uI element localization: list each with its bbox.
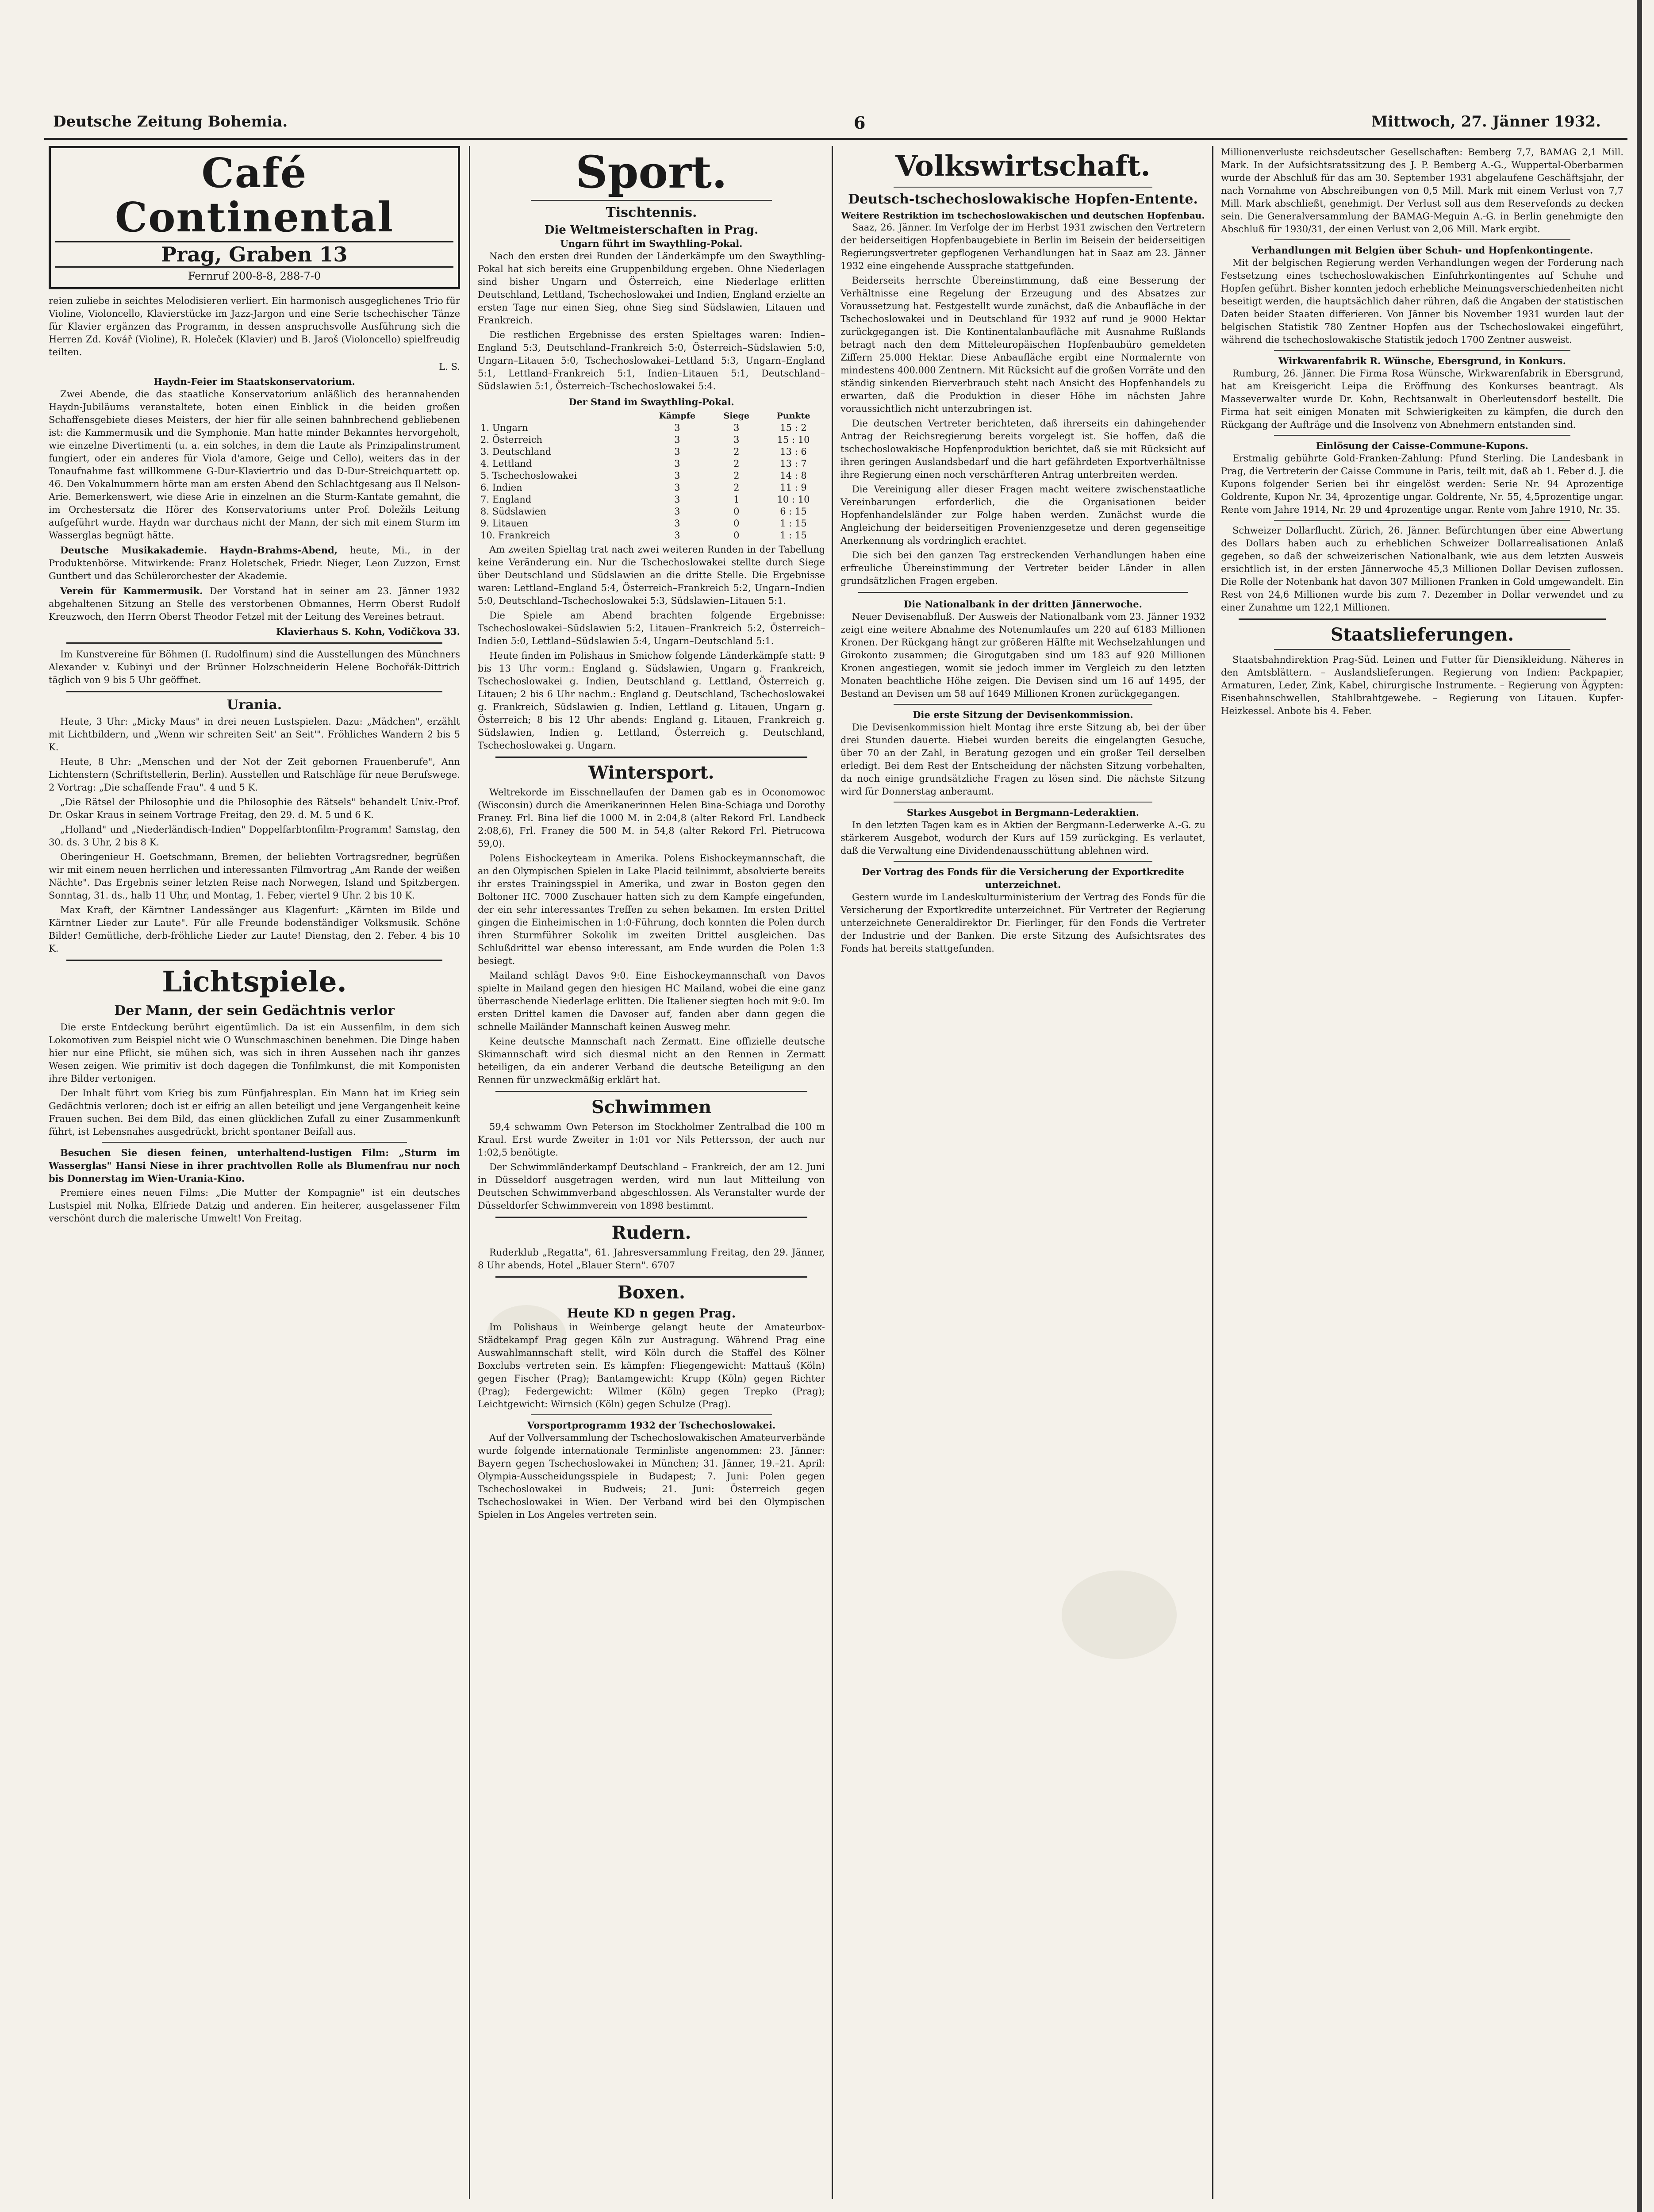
table-header-cell bbox=[478, 410, 643, 422]
table-cell: 6 : 15 bbox=[780, 506, 807, 517]
table-cell: 5. Tschechoslowakei bbox=[480, 470, 577, 481]
divider bbox=[495, 1091, 807, 1092]
table-cell: 6. Indien bbox=[480, 482, 522, 493]
divider bbox=[1239, 618, 1606, 620]
table-cell: 1 : 15 bbox=[780, 518, 807, 529]
cafe-continental-ad bbox=[49, 146, 460, 289]
table-cell: 2. Österreich bbox=[480, 434, 543, 445]
article-text: Die deutschen Vertreter berichteten, daß ihrerseits ein dahingehender Antrag der Reichsregierung bereits vorgelegt ist. Sie hoffen, daß die tschechoslowakische Hopfenproduktion berichtet, daß sie mit Rücksicht auf ihren geringen Auslandsbedarf und die hart gefährdeten Exportverhältnisse ihre Regierung einen noch verschärfteren Antrag unterbreiten werden. bbox=[840, 418, 1205, 480]
divider bbox=[1274, 239, 1570, 240]
article-text: Am zweiten Spieltag trat nach zwei weiteren Runden in der Tabellung keine Veränderung ein. Nur die Tschechoslowakei stellte durch Siege über Deutschland und Südslawien an die dritte Stelle. Die Ergebnisse waren: Lettland–England 5:4, Österreich–Frankreich 5:2, Ungarn–Indien 5:0, Deutschland–Tschechoslowakei 5:3, Südslawien–Litauen 5:1. bbox=[478, 544, 825, 606]
article-text: Die sich bei den ganzen Tag erstreckenden Verhandlungen haben eine erfreuliche Übereinstimmung der Vertreter beider Länder in allen grundsätzlichen Fragen ergeben. bbox=[840, 550, 1205, 586]
divider bbox=[495, 757, 807, 758]
article-text: Der Vorstand hat in seiner am 23. Jänner 1932 abgehaltenen Sitzung an Stelle des verstorbenen Obmannes, Herrn Oberst Rudolf Kreuzwoch, den Herrn Oberst Theodor Fetzel mit der Leitung des Vereines betraut. bbox=[49, 586, 460, 622]
section-heading-wintersport: Wintersport. bbox=[588, 762, 714, 783]
article-text: Zwei Abende, die das staatliche Konservatorium anläßlich des herannahenden Haydn-Jubiläums veranstaltete, boten einen Einblick in die beiden großen Schaffensgebiete dieses Meisters, der hier für alle seinen bahnbrechend gebliebenen ist: die Kammermusik und die Symphonie. Man hatte minder Bekanntes hervorgeholt, wie einzelne Divertimenti (u. a. ein solches, in dem die Laute als Prinzipalinstrument fungiert, oder ein anderes für Viola d'amore, Geige und Cello), weiters das in der Tonaufnahme fast willkommene G-Dur-Klaviertrio und das D-Dur-Streichquartett op. 46. Den Vokalnummern hörte man am ersten Abend den Schlachtgesang aus Il Nelson-Arie. Bemerkenswert, wie diese Arie in einzelnen an die Sturm-Kantate gemahnt, die im Orchestersatz die Hörer des Konservatoriums unter Prof. Doležils Leitung aufgeführt wurde. Haydn war durchaus nicht der Mann, der sich mit einem Sturm im Wasserglas begnügt hätte. bbox=[49, 389, 460, 541]
page-number: 6 bbox=[854, 113, 866, 133]
divider bbox=[102, 1142, 407, 1143]
article-headline: Einlösung der Caisse-Commune-Kupons. bbox=[1316, 440, 1528, 451]
table-cell: 13 : 7 bbox=[780, 458, 807, 469]
table-row bbox=[478, 434, 825, 446]
binding-edge bbox=[1637, 0, 1642, 2212]
article-headline: Der Vortrag des Fonds für die Versicherung der Exportkredite unterzeichnet. bbox=[862, 866, 1184, 890]
column-economy bbox=[840, 146, 1205, 2199]
table-cell: 0 bbox=[733, 530, 740, 541]
section-heading-schwimmen: Schwimmen bbox=[591, 1097, 712, 1118]
ad-piano-house: Klavierhaus S. Kohn, Vodičkova 33. bbox=[276, 626, 460, 637]
table-cell: 14 : 8 bbox=[780, 470, 807, 481]
table-cell: 3 bbox=[674, 482, 680, 493]
column-rule bbox=[832, 146, 833, 2199]
table-cell: 0 bbox=[733, 506, 740, 517]
article-text: 59,4 schwamm Own Peterson im Stockholmer Zentralbad die 100 m Kraul. Erst wurde Zweiter in 1:01 vor Nils Pettersson, der auch nur 1:02,5 benötigte. bbox=[478, 1121, 825, 1158]
author-signature: L. S. bbox=[439, 361, 460, 372]
table-header-cell: Punkte bbox=[776, 411, 810, 421]
column-culture bbox=[49, 146, 460, 2199]
article-headline: Vorsportprogramm 1932 der Tschechoslowakei. bbox=[527, 1420, 776, 1431]
divider bbox=[66, 642, 442, 644]
table-cell: 8. Südslawien bbox=[480, 506, 546, 517]
article-text: Neuer Devisenabfluß. Der Ausweis der Nationalbank vom 23. Jänner 1932 zeigt eine weitere Abnahme des Notenumlaufes um 220 auf 6183 Millionen Kronen. Der Rückgang hängt zur größeren Hälfte mit Wechselzahlungen und Girokonto zusammen; die Girogutgaben sind um 183 auf 920 Millionen Kronen angestiegen, womit sie jedoch immer im Vergleich zu den letzten Monaten beachtliche Höhe zeigen. Die Devisen sind um 16 auf 1495, der Bestand an Devisen um 58 auf 1649 Millionen Kronen zurückgegangen. bbox=[840, 611, 1205, 699]
article-text: Millionenverluste reichsdeutscher Gesellschaften: Bemberg 7,7, BAMAG 2,1 Mill. Mark. In der Aufsichtsratssitzung des J. P. Bemberg A.-G., Wuppertal-Oberbarmen wurde der Abschluß für das am 30. September 1931 abgelaufene Geschäftsjahr, der nach Vornahme von Abschreibungen von 0,5 Mill. Mark mit einem Verlust von 7,7 Mill. Mark abschließt, genehmigt. Der Verlust soll aus dem Reservefonds zu decken sein. Die Generalversammlung der BAMAG-Meguin A.-G. in Berlin genehmigte den Abschluß für 1930/31, der einen Verlust von 2,06 Mill. Mark ergibt. bbox=[1221, 147, 1623, 234]
article-headline: Verhandlungen mit Belgien über Schuh- und Hopfenkontingente. bbox=[1251, 245, 1593, 256]
article-text: In den letzten Tagen kam es in Aktien der Bergmann-Lederwerke A.-G. zu stärkerem Ausgebot, wodurch der Kurs auf 159 zurückging. Es verlautet, daß die Verwaltung eine Dividendenausschüttung ablehnen wird. bbox=[840, 820, 1205, 856]
article-headline: Deutsch-tschechoslowakische Hopfen-Entente. bbox=[848, 192, 1198, 207]
masthead-rule bbox=[44, 138, 1627, 140]
article-text: Besuchen Sie diesen feinen, unterhaltend-lustigen Film: „Sturm im Wasserglas" Hansi Niese in ihrer prachtvollen Rolle als Blumenfrau nur noch bis Donnerstag im Wien-Urania-Kino. bbox=[49, 1147, 460, 1184]
article-headline: Die erste Sitzung der Devisenkommission. bbox=[913, 709, 1133, 720]
divider bbox=[894, 187, 1152, 188]
article-text: Die Devisenkommission hielt Montag ihre erste Sitzung ab, bei der über drei Stunden dauerte. Hiebei wurden bereits die eingelangten Gesuche, über 70 an der Zahl, in Beratung gezogen und ein großer Teil derselben erledigt. Bei dem Rest der Entscheidung der nächsten Sitzung vorbehalten, da noch einige grundsätzliche Fragen zu lösen sind. Die nächste Sitzung wird für Donnerstag anberaumt. bbox=[840, 722, 1205, 797]
table-cell: 1. Ungarn bbox=[480, 422, 528, 433]
divider bbox=[1274, 520, 1570, 521]
article-text: reien zuliebe in seichtes Melodisieren verliert. Ein harmonisch ausgeglichenes Trio für Violine, Violoncello, Klavierstücke im Jazz-Jargon und eine Serie tschechischer Tänze für Klavier ergänzen das Programm, in dessen anspruchsvolle Ausführung sich die Herren Zd. Kovář (Violine), R. Holeček (Klavier) und B. Jaroš (Violoncello) spielfreudig teilten. bbox=[49, 296, 460, 357]
table-cell: 3 bbox=[733, 434, 740, 445]
table-row bbox=[478, 458, 825, 470]
divider bbox=[531, 200, 772, 201]
article-headline: Die Nationalbank in der dritten Jännerwoche. bbox=[904, 599, 1142, 610]
issue-date: Mittwoch, 27. Jänner 1932. bbox=[1371, 113, 1601, 131]
article-text: Im Kunstvereine für Böhmen (I. Rudolfinum) sind die Ausstellungen des Münchners Alexander v. Kubinyi und der Brünner Holzschneiderin Helene Bochořák-Dittrich täglich von 9 bis 5 Uhr geöffnet. bbox=[49, 649, 460, 685]
table-cell: 3 bbox=[674, 530, 680, 541]
article-text: Oberingenieur H. Goetschmann, Bremen, der beliebten Vortragsredner, begrüßen wir mit einem neuen herrlichen und interessanten Filmvortrag „Am Rande der weißen Nächte". Das Ergebnis seiner letzten Reise nach Norwegen, Island und Spitzbergen. Sonntag, 31. ds., halb 11 Uhr, und Montag, 1. Feber, viertel 9 Uhr. 2 bis 10 K. bbox=[49, 852, 460, 901]
ad-cafe-address: Prag, Graben 13 bbox=[55, 241, 453, 268]
article-text: Die Vereinigung aller dieser Fragen macht weitere zwischenstaatliche Vereinbarungen erforderlich, die die Organisationen beider Hopfenhandelsländer zur Folge haben werden. Zunächst wurde die Angleichung der beiderseitigen Provenienzgesetze und deren gegenseitige Anerkennung als vordringlich erachtet. bbox=[840, 484, 1205, 546]
table-cell: 0 bbox=[733, 518, 740, 529]
article-text: Nach den ersten drei Runden der Länderkämpfe um den Swaythling-Pokal hat sich bereits eine Gruppenbildung ergeben. Ohne Niederlagen sind bisher Ungarn und Österreich, eine Niederlage erlitten Deutschland, Lettland, Tschechoslowakei und Indien, England erzielte an ersten Tage nur einen Sieg, ohne Sieg sind Südslawien, Litauen und Frankreich. bbox=[478, 251, 825, 326]
film-review-title: Der Mann, der sein Gedächtnis verlor bbox=[114, 1003, 395, 1018]
table-cell: 1 : 15 bbox=[780, 530, 807, 541]
article-text: Keine deutsche Mannschaft nach Zermatt. Eine offizielle deutsche Skimannschaft wird sich diesmal nicht an den Rennen in Zermatt beteiligen, da ein anderer Verband die deutsche Beteiligung an den Rennen für unzweckmäßig erklärt hat. bbox=[478, 1036, 825, 1085]
table-cell: 3 bbox=[674, 422, 680, 433]
article-headline: Wirkwarenfabrik R. Wünsche, Ebersgrund, in Konkurs. bbox=[1278, 355, 1566, 366]
section-heading-rudern: Rudern. bbox=[611, 1222, 691, 1243]
table-cell: 3 bbox=[674, 470, 680, 481]
table-cell: 13 : 6 bbox=[780, 446, 807, 457]
table-row bbox=[478, 506, 825, 518]
table-row bbox=[478, 422, 825, 434]
section-heading: Haydn-Feier im Staatskonservatorium. bbox=[154, 376, 355, 387]
divider bbox=[894, 704, 1152, 705]
article-text: Die restlichen Ergebnisse des ersten Spieltages waren: Indien–England 5:3, Deutschland–Frankreich 5:0, Österreich–Südslawien 5:0, Ungarn–Litauen 5:0, Tschechoslowakei–Lettland 5:3, Ungarn–England 5:1, Lettland–Frankreich 5:1, Indien–Litauen 5:1, Deutschland–Südslawien 5:1, Österreich–Tschechoslowakei 5:4. bbox=[478, 330, 825, 392]
article-text: Der Inhalt führt vom Krieg bis zum Fünfjahresplan. Ein Mann hat im Krieg sein Gedächtnis verloren; doch ist er eifrig an allen beteiligt und jene Vergangenheit keine Frauen suchen. Bei dem Bild, das einen glücklichen Zufall zu einer Zusammenkunft führt, ist Lebensnahes ausgedrückt, bricht spontaner Beifall aus. bbox=[49, 1088, 460, 1137]
article-text: Heute, 8 Uhr: „Menschen und der Not der Zeit gebornen Frauenberufe", Ann Lichtenstern (Schriftstellerin, Berlin). Ausstellen und Ratschläge für neue Berufswege. 2 Vortrag: „Die schaffende Frau". 4 und 5 K. bbox=[49, 757, 460, 793]
article-text: „Holland" und „Niederländisch-Indien" Doppelfarbtonfilm-Programm! Samstag, den 30. ds. 3 Uhr, 2 bis 8 K. bbox=[49, 824, 460, 848]
article-text: Ruderklub „Regatta", 61. Jahresversammlung Freitag, den 29. Jänner, 8 Uhr abends, Hotel „Blauer Stern". 6707 bbox=[478, 1247, 825, 1271]
table-row bbox=[478, 446, 825, 458]
table-cell: 3 bbox=[674, 446, 680, 457]
section-heading-volkswirtschaft: Volkswirtschaft. bbox=[895, 150, 1151, 183]
divider bbox=[894, 802, 1152, 803]
section-heading: Deutsche Musikakademie. Haydn-Brahms-Abend, bbox=[60, 545, 338, 556]
table-row bbox=[478, 530, 825, 541]
article-text: Der Schwimmländerkampf Deutschland – Frankreich, der am 12. Juni in Düsseldorf ausgetragen werden, wird nun laut Mitteilung von Deutschen Schwimmverband abgeschlossen. Als Veranstalter wurde der Düsseldorfer Schwimmverein von 1898 bestimmt. bbox=[478, 1162, 825, 1211]
table-cell: 3 bbox=[674, 518, 680, 529]
divider bbox=[66, 691, 442, 692]
column-business bbox=[1221, 146, 1623, 2199]
divider bbox=[894, 861, 1152, 862]
table-cell: 2 bbox=[733, 470, 740, 481]
article-headline: Die Weltmeisterschaften in Prag. bbox=[544, 223, 759, 237]
column-rule bbox=[1212, 146, 1213, 2199]
article-text: Im Polishaus in Weinberge gelangt heute der Amateurbox-Städtekampf Prag gegen Köln zur Austragung. Während Prag eine Auswahlmannschaft stellt, wird Köln durch die Staffel des Kölner Boxclubs vertreten sein. Es kämpfen: Fliegengewicht: Mattauš (Köln) gegen Fischer (Prag); Bantamgewicht: Krupp (Köln) gegen Richter (Prag); Federgewicht: Wilmer (Köln) gegen Trepko (Prag); Leichtgewicht: Wirnsich (Köln) gegen Schulze (Prag). bbox=[478, 1322, 825, 1409]
table-cell: 2 bbox=[733, 458, 740, 469]
article-text: Beiderseits herrschte Übereinstimmung, daß eine Besserung der Verhältnisse eine Regelung der Erzeugung und des Absatzes zur Voraussetzung hat. Festgestellt wurde zunächst, daß die Anbaufläche in der Tschechoslowakei und in Deutschland für 1932 auf rund je 9000 Hektar zurückgegangen ist. Die Kontinentalanbaufläche mit Ausnahme Rußlands betragt nach den dem Mitteleuropäischen Hopfenbaubüro gemeldeten Ziffern 25.000 Hektar. Diese Anbaufläche ergibt eine Normalernte von mindestens 400.000 Zentnern. Mit Rücksicht auf die großen Vorräte und den ständig sinkenden Bierverbrauch steht nach Ansicht des Hopfenhandels zu erwarten, daß die Produktion in dieser Höhe im nächsten Jahre voraussichtlich nicht unterzubringen ist. bbox=[840, 275, 1205, 414]
table-row bbox=[478, 494, 825, 506]
divider bbox=[858, 592, 1188, 593]
table-cell: 15 : 2 bbox=[780, 422, 807, 433]
table-row bbox=[478, 470, 825, 482]
table-cell: 3 bbox=[733, 422, 740, 433]
article-text: Premiere eines neuen Films: „Die Mutter der Kompagnie" ist ein deutsches Lustspiel mit Nolka, Elfriede Datzig und anderen. Ein heiterer, ausgelassener Film verschönt durch die malerische Umwelt! Von Freitag. bbox=[49, 1187, 460, 1224]
table-cell: 2 bbox=[733, 446, 740, 457]
column-sport bbox=[478, 146, 825, 2199]
table-cell: 10. Frankreich bbox=[480, 530, 550, 541]
table-cell: 11 : 9 bbox=[780, 482, 807, 493]
table-cell: 15 : 10 bbox=[777, 434, 810, 445]
table-cell: 2 bbox=[733, 482, 740, 493]
section-heading-sport: Sport. bbox=[576, 146, 727, 198]
section-heading-boxen: Boxen. bbox=[618, 1282, 685, 1303]
article-subheadline: Ungarn führt im Swaythling-Pokal. bbox=[560, 238, 743, 249]
section-heading: Verein für Kammermusik. bbox=[60, 585, 203, 596]
section-heading-staatslieferungen: Staatslieferungen. bbox=[1330, 624, 1514, 645]
table-cell: 10 : 10 bbox=[777, 494, 810, 505]
article-text: Mit der belgischen Regierung werden Verhandlungen wegen der Forderung nach Festsetzung eines tschechoslowakischen Einfuhrkontingentes auf Schuhe und Hopfen geführt. Bisher konnten jedoch erhebliche Meinungsverschiedenheiten nicht beseitigt werden, die hauptsächlich daher rühren, daß die Angaben der statistischen Daten beider Staaten differieren. Von Jänner bis November 1931 wurden laut der belgischen Statistik 780 Zentner Hopfen aus der Tschechoslowakei eingeführt, während die tschechoslowakische Statistik jedoch 1700 Zentner ausweist. bbox=[1221, 257, 1623, 345]
article-headline: Starkes Ausgebot in Bergmann-Lederaktien. bbox=[906, 807, 1140, 818]
article-text: Die Spiele am Abend brachten folgende Ergebnisse: Tschechoslowakei–Südslawien 5:2, Litauen–Frankreich 5:2, Österreich–Indien 5:0, Lettland–Südslawien 5:4, Ungarn–Deutschland 5:1. bbox=[478, 610, 825, 646]
sub-heading-tischtennis: Tischtennis. bbox=[606, 205, 697, 220]
column-rule bbox=[469, 146, 470, 2199]
table-cell: 3 bbox=[674, 434, 680, 445]
article-text: Schweizer Dollarflucht. Zürich, 26. Jänner. Befürchtungen über eine Abwertung des Dollars haben auch zu erheblichen Schweizer Dollarrealisationen Anlaß gegeben, so daß der schweizerischen Nationalbank, wie aus dem letzten Ausweis ersichtlich ist, in der ersten Jännerwoche 45,3 Millionen Dollar Devisen zuflossen. Die Rolle der Notenbank hat davon 307 Millionen Franken in Gold umgewandelt. Ein Rest von 24,6 Millionen wurde bis zum 7. Dezember in Dollar verwendet und zu einer Zunahme um 122,1 Millionen. bbox=[1221, 525, 1623, 613]
divider bbox=[495, 1276, 807, 1278]
divider bbox=[66, 960, 442, 961]
article-text: Auf der Vollversammlung der Tschechoslowakischen Amateurverbände wurde folgende internationale Terminliste angenommen: 23. Jänner: Bayern gegen Tschechoslowakei in München; 31. Jänner, 19.–21. April: Olympia-Ausscheidungsspiele in Budapest; 7. Juni: Polen gegen Tschechoslowakei in Budweis; 21. Juni: Österreich gegen Tschechoslowakei in Wien. Der Verband wird bei den Olympischen Spielen in Los Angeles vertreten sein. bbox=[478, 1432, 825, 1520]
table-cell: 9. Litauen bbox=[480, 518, 528, 529]
table-row bbox=[478, 482, 825, 494]
divider bbox=[1274, 350, 1570, 351]
article-text: „Die Rätsel der Philosophie und die Philosophie des Rätsels" behandelt Univ.-Prof. Dr. Oskar Kraus in seinem Vortrage Freitag, den 29. d. M. 5 und 6 K. bbox=[49, 797, 460, 820]
article-text: Mailand schlägt Davos 9:0. Eine Eishockeymannschaft von Davos spielte in Mailand gegen den hiesigen HC Mailand, wobei die eine ganz überraschende Niederlage erlitten. Die Italiener siegten hoch mit 9:0. Im ersten Drittel kamen die Davoser auf, fanden aber dann gegen die schnelle Mailänder Mannschaft keinen Ausweg mehr. bbox=[478, 970, 825, 1032]
table-cell: 3 bbox=[674, 506, 680, 517]
article-text: Max Kraft, der Kärntner Landessänger aus Klagenfurt: „Kärnten im Bilde und Kärntner Lieder zur Laute". Für alle Freunde bodenständiger Volksmusik. Schöne Bilder! Gemütliche, derb-fröhliche Lieder zur Laute! Dienstag, den 2. Feber. 4 bis 10 K. bbox=[49, 905, 460, 954]
section-heading-lichtspiele: Lichtspiele. bbox=[162, 965, 347, 998]
newspaper-title: Deutsche Zeitung Bohemia. bbox=[53, 113, 288, 131]
article-headline: Heute KD n gegen Prag. bbox=[567, 1306, 736, 1321]
article-text: Weltrekorde im Eisschnellaufen der Damen gab es in Oconomowoc (Wisconsin) durch die Amerikanerinnen Helen Bina-Schiaga und Dorothy Franey. Frl. Bina lief die 1000 M. in 2:04,8 (alter Rekord Frl. Landbeck 2:08,6), Frl. Franey die 500 M. in 54,8 (alter Rekord Frl. Pietrucowa 59,0). bbox=[478, 787, 825, 849]
ad-cafe-phone: Fernruf 200-8-8, 288-7-0 bbox=[188, 270, 321, 282]
article-text: Heute finden im Polishaus in Smichow folgende Länderkämpfe statt: 9 bis 13 Uhr vorm.: England g. Südslawien, Ungarn g. Frankreich, Tschechoslowakei g. Indien, Deutschland g. Lettland, Österreich g. Litauen; 2 bis 6 Uhr nachm.: England g. Deutschland, Tschechoslowakei g. Frankreich, Südslawien g. Indien, Lettland g. Litauen, Ungarn g. Österreich; 8 bis 12 Uhr abends: England g. Litauen, Frankreich g. Südslawien, Indien g. Lettland, Österreich g. Deutschland, Tschechoslowakei g. Ungarn. bbox=[478, 650, 825, 751]
article-text: Erstmalig gebührte Gold-Franken-Zahlung: Pfund Sterling. Die Landesbank in Prag, die Vertreterin der Caisse Commune in Paris, teilt mit, daß ab 1. Feber d. J. die Kupons folgender Serien bei ihr eingelöst werden: Serie Nr. 94 Aprozentige Goldrente, Kupon Nr. 34, 4prozentige ungar. Goldrente, Nr. 55, 4,5prozentige ungar. Rente vom Jahre 1914, Nr. 29 und 4prozentige ungar. Rente vom Jahre 1910, Nr. 35. bbox=[1221, 453, 1623, 515]
table-cell: 4. Lettland bbox=[480, 458, 532, 469]
article-text: Saaz, 26. Jänner. Im Verfolge der im Herbst 1931 zwischen den Vertretern der beiderseitigen Hopfenbaugebiete in Berlin im Beisein der beiderseitigen Regierungsvertreter gepflogenen Verhandlungen hat in Saaz am 23. Jänner 1932 eine eingehende Aussprache stattgefunden. bbox=[840, 222, 1205, 271]
divider bbox=[1274, 435, 1570, 436]
divider bbox=[495, 1217, 807, 1218]
article-text: Rumburg, 26. Jänner. Die Firma Rosa Wünsche, Wirkwarenfabrik in Ebersgrund, hat am Kreisgericht Leipa die Eröffnung des Konkurses beantragt. Als Masseverwalter wurde Dr. Kohn, Rechtsanwalt in Oberleutensdorf bestellt. Die Firma hat seit einigen Monaten mit Schwierigkeiten zu kämpfen, die durch den Rückgang der Aufträge und die Insolvenz von Abnehmern entstanden sind. bbox=[1221, 368, 1623, 430]
divider bbox=[531, 1414, 772, 1415]
divider bbox=[1274, 649, 1570, 650]
table-header-cell: Kämpfe bbox=[659, 411, 696, 421]
masthead bbox=[44, 113, 1627, 139]
article-text: Staatsbahndirektion Prag-Süd. Leinen und Futter für Diensikleidung. Näheres in den Amtsblättern. – Auslandslieferungen. Regierung von Indien: Packpapier, Armaturen, Leder, Zink, Kabel, chirurgische Instrumente. – Regierung von Ägypten: Eisenbahnschwellen, Stahlbrahtgewebe. – Regierung von Litauen. Kupfer-Heizkessel. Anbote bis 4. Feber. bbox=[1221, 654, 1623, 716]
section-heading-urania: Urania. bbox=[226, 697, 282, 713]
article-text: heute, Mi., in der Produktenbörse. Mitwirkende: Franz Holetschek, Friedr. Nieger, Leon Zuzzon, Ernst Guntbert und das Schülerorchester der Akademie. bbox=[49, 545, 460, 581]
ad-cafe-name: Café Continental bbox=[115, 149, 394, 241]
table-row bbox=[478, 518, 825, 530]
article-text: Gestern wurde im Landeskulturministerium der Vertrag des Fonds für die Versicherung der Exportkredite unterzeichnet. Für Vertreter der Regierung unterzeichnete Generaldirektor Dr. Fierlinger, für den Fonds die Vertreter der Industrie und der Banken. Die erste Sitzung des Aufsichtsrates des Fonds hat bereits stattgefunden. bbox=[840, 892, 1205, 954]
table-title: Der Stand im Swaythling-Pokal. bbox=[568, 396, 734, 407]
article-text: Die erste Entdeckung berührt eigentümlich. Da ist ein Aussenfilm, in dem sich Lokomotiven zum Beispiel nicht wie O Wunschmaschinen benehmen. Die Dinge haben hier nur eine Pflicht, sie mühen sich, was sich in ihren Aussehen nach ihr ganzes Wesen zeigen. Wie primitiv ist doch dagegen die Tonfilmkunst, die mit Komponisten ihre Bilder vertonigen. bbox=[49, 1022, 460, 1084]
article-text: Heute, 3 Uhr: „Micky Maus" in drei neuen Lustspielen. Dazu: „Mädchen", erzählt mit Lichtbildern, und „Wenn wir schreiten Seit' an Seit'". Fröhliches Wandern 2 bis 5 K. bbox=[49, 716, 460, 753]
table-cell: 3. Deutschland bbox=[480, 446, 552, 457]
standings-table bbox=[478, 410, 825, 541]
table-cell: 3 bbox=[674, 458, 680, 469]
article-subheadline: Weitere Restriktion im tschechoslowakischen und deutschen Hopfenbau. bbox=[841, 210, 1205, 221]
table-cell: 7. England bbox=[480, 494, 532, 505]
table-cell: 1 bbox=[733, 494, 740, 505]
article-text: Polens Eishockeyteam in Amerika. Polens Eishockeymannschaft, die an den Olympischen Spielen in Lake Placid teilnimmt, absolvierte bereits ihr erstes Trainingsspiel in Amerika, und zwar in Boston gegen den Boltoner HC. 7000 Zuschauer hatten sich zu dem Kampfe eingefunden, der ein sehr interessantes Treffen zu sehen bekamen. Im ersten Drittel gingen die Einheimischen in 1:0-Führung, doch konnten die Polen durch ihren Sturmführer Sokolik im zweiten Drittel ausgleichen. Das Schlußdrittel war ebenso interessant, am Ende wurden die Polen 1:3 besiegt. bbox=[478, 853, 825, 966]
table-cell: 3 bbox=[674, 494, 680, 505]
table-header-cell: Siege bbox=[723, 411, 749, 421]
